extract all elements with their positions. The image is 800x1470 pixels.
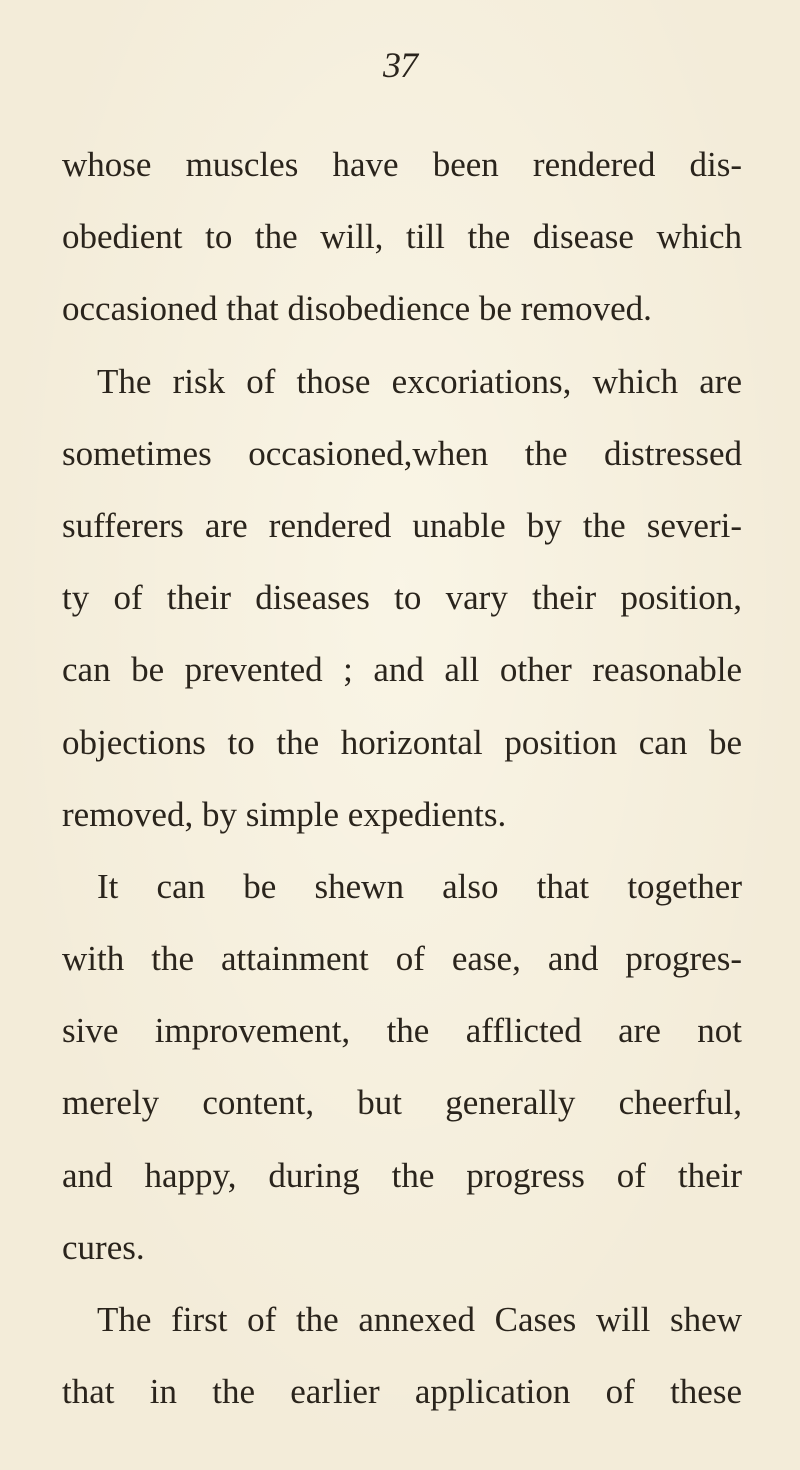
text-line: sometimes occasioned,when the distressed xyxy=(62,433,742,473)
text-line: and happy, during the progress of their xyxy=(62,1155,742,1195)
text-line: that in the earlier application of these xyxy=(62,1372,742,1412)
text-line: whose muscles have been rendered dis- xyxy=(62,145,742,184)
text-line: occasioned that disobedience be removed. xyxy=(62,289,652,329)
paragraph-start-line: The risk of those excoriations, which are xyxy=(97,361,742,401)
page-number: 37 xyxy=(383,45,417,85)
text-line: cures. xyxy=(62,1227,145,1267)
body-text xyxy=(62,140,742,1439)
text-line: sufferers are rendered unable by the severi- xyxy=(62,505,742,545)
paragraph-start-line: The first of the annexed Cases will shew xyxy=(97,1300,742,1339)
text-line: removed, by simple expedients. xyxy=(62,794,507,834)
paragraph-start-line: It can be shewn also that together xyxy=(97,866,742,906)
text-line: merely content, but generally cheerful, xyxy=(62,1083,742,1123)
text-line: with the attainment of ease, and progres- xyxy=(62,939,742,979)
text-line: sive improvement, the afflicted are not xyxy=(62,1011,742,1051)
text-line: objections to the horizontal position can be xyxy=(62,722,742,762)
text-line: can be prevented ; and all other reasonable xyxy=(62,650,742,690)
text-line: obedient to the will, till the disease which xyxy=(62,217,742,257)
text-line: ty of their diseases to vary their position, xyxy=(62,578,742,618)
